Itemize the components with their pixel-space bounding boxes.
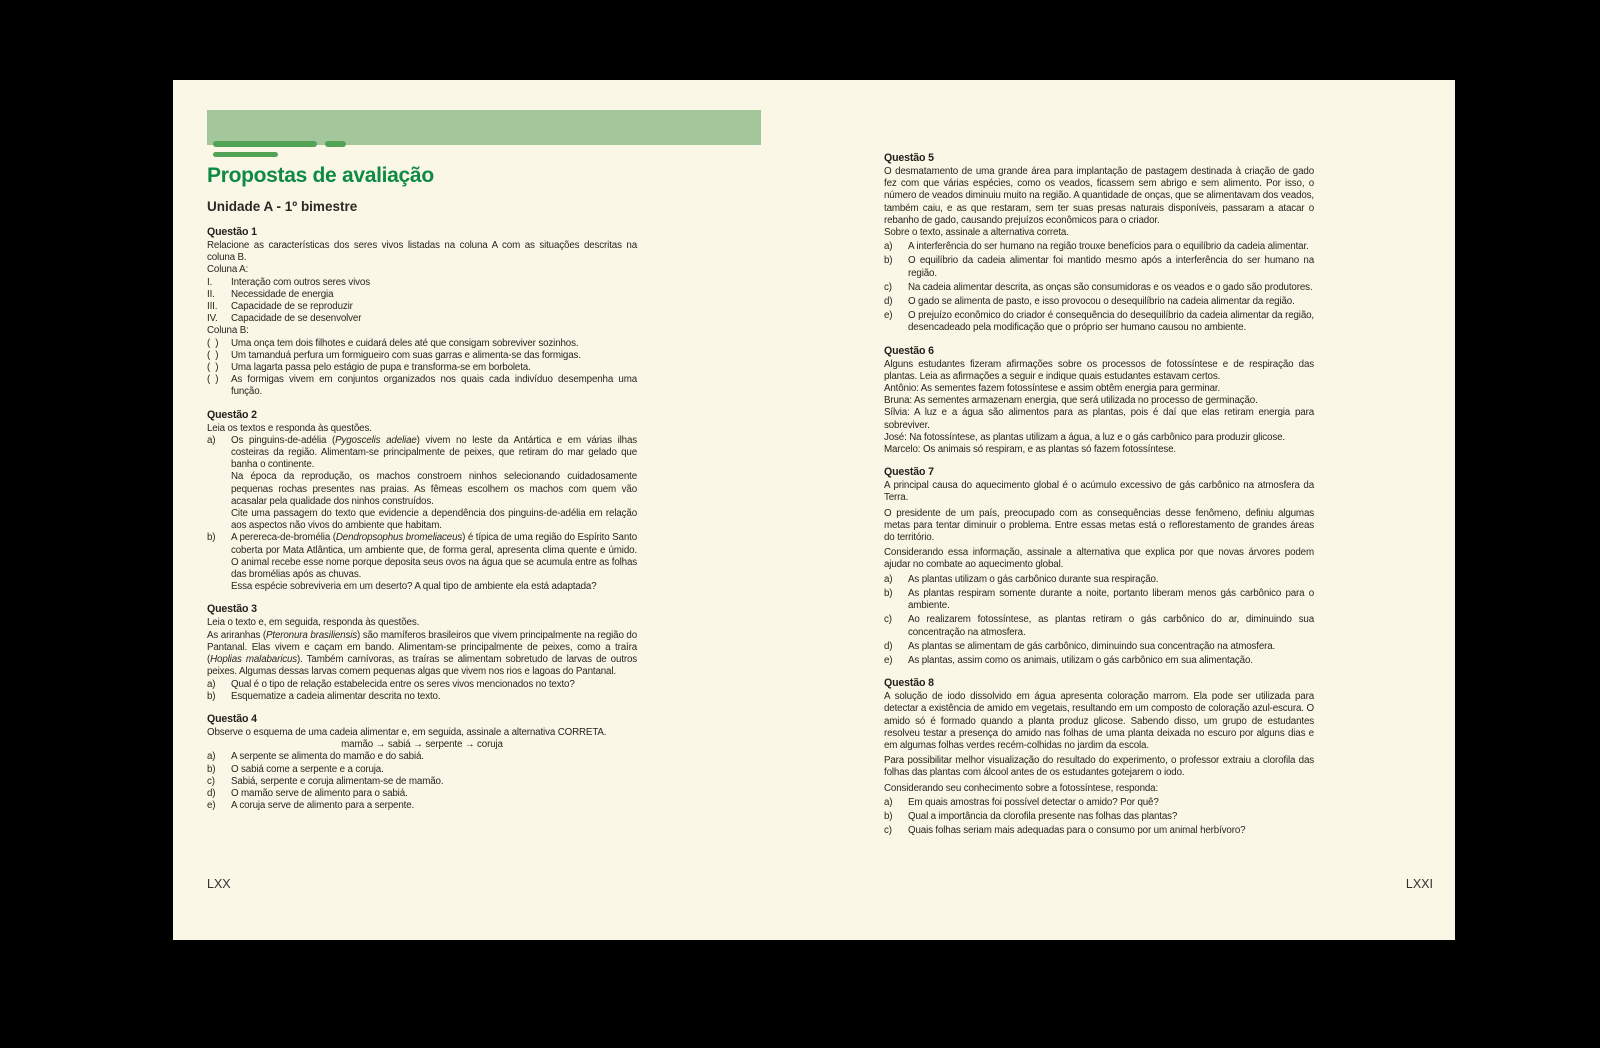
list-item xyxy=(884,641,1314,653)
paragraph: Sobre o texto, assinale a alternativa correta. xyxy=(884,227,1069,239)
item-marker: b) xyxy=(884,810,893,822)
item-marker: I. xyxy=(207,276,213,288)
chapter-header-bar xyxy=(207,110,761,145)
list-item xyxy=(884,811,1314,823)
list-item xyxy=(884,255,1314,279)
paragraph: Marcelo: Os animais só respiram, e as plantas só fazem fotossíntese. xyxy=(884,444,1176,456)
list-item xyxy=(207,751,637,763)
item-marker: b) xyxy=(207,690,216,702)
list-item xyxy=(207,362,637,374)
item-text: Capacidade de se reproduzir xyxy=(231,301,353,313)
list-item xyxy=(207,800,637,812)
decorative-line xyxy=(213,141,317,147)
decorative-line xyxy=(325,141,346,147)
item-marker: ( ) xyxy=(207,374,219,386)
paragraph: Sílvia: A luz e a água são alimentos para as plantas, pois é daí que elas retiram energia para sobreviver. xyxy=(884,407,1314,431)
paragraph: Coluna A: xyxy=(207,264,249,276)
question-title: Questão 4 xyxy=(207,712,257,725)
list-item xyxy=(884,282,1314,294)
unit-heading: Unidade A - 1º bimestre xyxy=(207,199,358,214)
question-block xyxy=(884,677,1314,837)
item-text: As formigas vivem em conjuntos organizados nos quais cada indivíduo desempenha uma função. xyxy=(231,374,637,398)
item-text: Ao realizarem fotossíntese, as plantas retiram o gás carbônico do ar, diminuindo sua concentração na atmosfera. xyxy=(908,614,1314,638)
item-marker: a) xyxy=(207,751,216,763)
question-title: Questão 8 xyxy=(884,677,934,690)
item-marker: d) xyxy=(884,640,893,652)
item-marker: d) xyxy=(884,296,893,308)
question-block xyxy=(207,603,637,702)
list-item xyxy=(207,277,637,289)
list-item xyxy=(884,574,1314,586)
item-text: Uma onça tem dois filhotes e cuidará deles até que consigam sobreviver sozinhos. xyxy=(231,337,579,349)
question-block xyxy=(884,152,1314,335)
item-marker: IV. xyxy=(207,313,218,325)
paragraph: Alguns estudantes fizeram afirmações sobre os processos de fotossíntese e de respiração das plantas. Leia as afirmações a seguir e indique quais estudantes estavam certos. xyxy=(884,358,1314,382)
item-text: A perereca-de-bromélia (Dendropsophus bromeliaceus) é típica de uma região do Espírito Santo coberta por Mata Atlântica, um ambiente que, de forma geral, apresenta clima quente e úmido. O animal recebe esse nome porque deposita seus ovos na água que se acumula entre as folhas das bromélias após as chuvas. xyxy=(231,532,637,581)
paragraph: Considerando seu conhecimento sobre a fotossíntese, responda: xyxy=(884,782,1159,794)
item-marker: a) xyxy=(207,434,216,446)
item-marker: c) xyxy=(884,825,892,837)
item-text: A serpente se alimenta do mamão e do sabiá. xyxy=(231,751,424,763)
question-title: Questão 2 xyxy=(207,408,257,421)
food-chain-line: mamão → sabiá → serpente → coruja xyxy=(341,739,503,751)
list-item xyxy=(207,289,637,301)
item-marker: ( ) xyxy=(207,337,219,349)
question-title: Questão 5 xyxy=(884,152,934,164)
item-text: As plantas respiram somente durante a noite, portanto liberam menos gás carbônico para o ambiente. xyxy=(908,587,1314,612)
item-marker: a) xyxy=(884,241,893,253)
question-block xyxy=(207,713,637,812)
page-number-left: LXX xyxy=(207,877,231,891)
paragraph: A principal causa do aquecimento global é o acúmulo excessivo de gás carbônico na atmosfera da Terra. xyxy=(884,480,1314,504)
item-marker: e) xyxy=(207,800,216,812)
list-item xyxy=(884,825,1314,837)
paragraph: Cite uma passagem do texto que evidencie a dependência dos pinguins-de-adélia em relação aos aspectos não vivos do ambiente que habitam. xyxy=(231,508,637,532)
list-item xyxy=(884,310,1314,334)
list-item xyxy=(207,374,637,398)
item-text: O mamão serve de alimento para o sabiá. xyxy=(231,787,408,799)
list-item xyxy=(207,313,637,325)
item-marker: a) xyxy=(884,573,893,585)
item-text: As plantas utilizam o gás carbônico durante sua respiração. xyxy=(908,573,1159,585)
list-item xyxy=(207,788,637,800)
question-title: Questão 6 xyxy=(884,344,934,357)
item-marker: ( ) xyxy=(207,362,219,374)
list-item xyxy=(884,588,1314,612)
left-column xyxy=(207,226,637,812)
list-item xyxy=(884,296,1314,308)
item-marker: c) xyxy=(884,614,892,626)
item-text: Em quais amostras foi possível detectar o amido? Por quê? xyxy=(908,796,1159,808)
page-number-right: LXXI xyxy=(1405,877,1433,891)
item-text: Sabiá, serpente e coruja alimentam-se de mamão. xyxy=(231,775,444,787)
item-marker: e) xyxy=(884,654,893,666)
item-marker: b) xyxy=(884,587,893,599)
paragraph: Leia os textos e responda às questões. xyxy=(207,422,372,434)
paragraph: O presidente de um país, preocupado com as consequências desse fenômeno, definiu algumas metas para tentar diminuir o problema. Entre essas metas está o reflorestamento de grandes áreas do território. xyxy=(884,507,1314,544)
list-item xyxy=(207,532,637,581)
item-text: Esquematize a cadeia alimentar descrita no texto. xyxy=(231,690,441,702)
item-text: As plantas se alimentam de gás carbônico, diminuindo sua concentração na atmosfera. xyxy=(908,640,1276,652)
question-block xyxy=(884,345,1314,457)
paragraph: As ariranhas (Pteronura brasiliensis) são mamíferos brasileiros que vivem principalmente na região do Pantanal. Elas vivem e caçam em bando. Alimentam-se principalmente de peixes, como a traíra (Hoplias malabaricus). Também carnívoras, as traíras se alimentam sobretudo de larvas de outros peixes. Algumas dessas larvas comem pequenas algas que vivem nos rios e lagoas do Pantanal. xyxy=(207,629,637,678)
item-text: Necessidade de energia xyxy=(231,288,334,300)
paragraph: Observe o esquema de uma cadeia alimentar e, em seguida, assinale a alternativa CORRETA. xyxy=(207,726,607,738)
page-title: Propostas de avaliação xyxy=(207,164,434,187)
item-text: Interação com outros seres vivos xyxy=(231,276,370,288)
item-marker: III. xyxy=(207,301,218,313)
item-text: O gado se alimenta de pasto, e isso provocou o desequilíbrio na cadeia alimentar da região. xyxy=(908,296,1295,308)
list-item xyxy=(207,301,637,313)
question-title: Questão 1 xyxy=(207,226,257,238)
question-block xyxy=(207,226,637,399)
list-item xyxy=(884,614,1314,638)
list-item xyxy=(207,679,637,691)
paragraph: Na época da reprodução, os machos constroem ninhos selecionando cuidadosamente pequenas rochas presentes nas praias. As fêmeas escolhem os machos com quem vão acasalar pela qualidade dos ninhos construídos. xyxy=(231,471,637,507)
list-item xyxy=(207,350,637,362)
list-item xyxy=(207,764,637,776)
list-item xyxy=(207,691,637,703)
item-text: O prejuízo econômico do criador é consequência do desequilíbrio da cadeia alimentar da região, desencadeado pela modificação que o próprio ser humano causou no ambiente. xyxy=(908,310,1314,334)
paragraph: Para possibilitar melhor visualização do resultado do experimento, o professor extraiu a clorofila das folhas das plantas com álcool antes de os estudantes gotejarem o iodo. xyxy=(884,755,1314,779)
item-text: A coruja serve de alimento para a serpente. xyxy=(231,800,415,812)
list-item xyxy=(207,776,637,788)
item-text: Qual é o tipo de relação estabelecida entre os seres vivos mencionados no texto? xyxy=(231,678,575,690)
question-block xyxy=(884,466,1314,667)
item-text: O equilíbrio da cadeia alimentar foi mantido mesmo após a interferência do ser humano na região. xyxy=(908,255,1314,279)
item-marker: c) xyxy=(884,281,892,293)
paragraph: José: Na fotossíntese, as plantas utilizam a água, a luz e o gás carbônico para produzir glicose. xyxy=(884,431,1285,443)
item-text: Capacidade de se desenvolver xyxy=(231,313,362,325)
item-text: O sabiá come a serpente e a coruja. xyxy=(231,763,384,775)
list-item xyxy=(207,435,637,472)
item-marker: a) xyxy=(207,678,216,690)
item-marker: d) xyxy=(207,787,216,799)
paragraph: Relacione as características dos seres vivos listadas na coluna A com as situações descritas na coluna B. xyxy=(207,240,637,264)
list-item xyxy=(884,797,1314,809)
paragraph: O desmatamento de uma grande área para implantação de pastagem destinada à criação de gado fez com que várias espécies, como os veados, ficassem sem abrigo e sem alimento. Por isso, o número de veados diminuiu muito na região. A quantidade de onças, que se alimentavam dos veados, também caiu, e as que restaram, sem ter suas presas naturais disponíveis, passaram a atacar o rebanho de gado, causando prejuízos econômicos para o criador. xyxy=(884,166,1314,226)
paragraph: Coluna B: xyxy=(207,325,249,337)
item-text: Um tamanduá perfura um formigueiro com suas garras e alimenta-se das formigas. xyxy=(231,349,581,361)
item-marker: II. xyxy=(207,288,215,300)
item-marker: ( ) xyxy=(207,349,219,361)
paragraph: A solução de iodo dissolvido em água apresenta coloração marrom. Ela pode ser utilizada para detectar a existência de amido em vegetais, resultando em um composto de coloração azul-escura. O amido só é formado quando a planta produz glicose. Sabendo disso, um grupo de estudantes resolveu testar a presença do amido nas folhas de uma planta deixada no escuro por alguns dias e em algumas folhas verdes recém-colhidas no jardim da escola. xyxy=(884,691,1314,751)
item-marker: e) xyxy=(884,310,893,322)
list-item xyxy=(884,655,1314,667)
question-title: Questão 7 xyxy=(884,466,934,479)
item-text: Uma lagarta passa pelo estágio de pupa e transforma-se em borboleta. xyxy=(231,362,531,374)
paragraph: Essa espécie sobreviveria em um deserto? A qual tipo de ambiente ela está adaptada? xyxy=(231,581,597,593)
item-marker: a) xyxy=(884,796,893,808)
paragraph: Bruna: As sementes armazenam energia, que será utilizada no processo de germinação. xyxy=(884,395,1258,407)
paragraph: Antônio: As sementes fazem fotossíntese e assim obtêm energia para germinar. xyxy=(884,383,1221,395)
item-text: Qual a importância da clorofila presente nas folhas das plantas? xyxy=(908,810,1178,822)
question-block xyxy=(207,409,637,594)
list-item xyxy=(207,338,637,350)
item-text: Na cadeia alimentar descrita, as onças são consumidoras e os veados e o gado são produtores. xyxy=(908,281,1313,293)
list-item xyxy=(884,241,1314,253)
document-spread xyxy=(173,80,1455,940)
item-marker: b) xyxy=(207,532,216,544)
item-text: A interferência do ser humano na região trouxe benefícios para o equilíbrio da cadeia alimentar. xyxy=(908,241,1309,253)
right-column xyxy=(884,152,1314,837)
question-title: Questão 3 xyxy=(207,603,257,616)
item-text: As plantas, assim como os animais, utilizam o gás carbônico em sua alimentação. xyxy=(908,654,1253,666)
item-marker: b) xyxy=(884,255,893,267)
paragraph: Considerando essa informação, assinale a alternativa que explica por que novas árvores podem ajudar no combate ao aquecimento global. xyxy=(884,547,1314,571)
paragraph: Leia o texto e, em seguida, responda às questões. xyxy=(207,617,420,629)
decorative-line xyxy=(213,152,278,157)
item-text: Quais folhas seriam mais adequadas para o consumo por um animal herbívoro? xyxy=(908,825,1246,837)
item-marker: c) xyxy=(207,775,215,787)
item-marker: b) xyxy=(207,763,216,775)
item-text: Os pinguins-de-adélia (Pygoscelis adeliae) vivem no leste da Antártica e em várias ilhas costeiras da região. Alimentam-se principalmente de peixes, que retiram do mar gelado que banha o continente. xyxy=(231,434,638,471)
